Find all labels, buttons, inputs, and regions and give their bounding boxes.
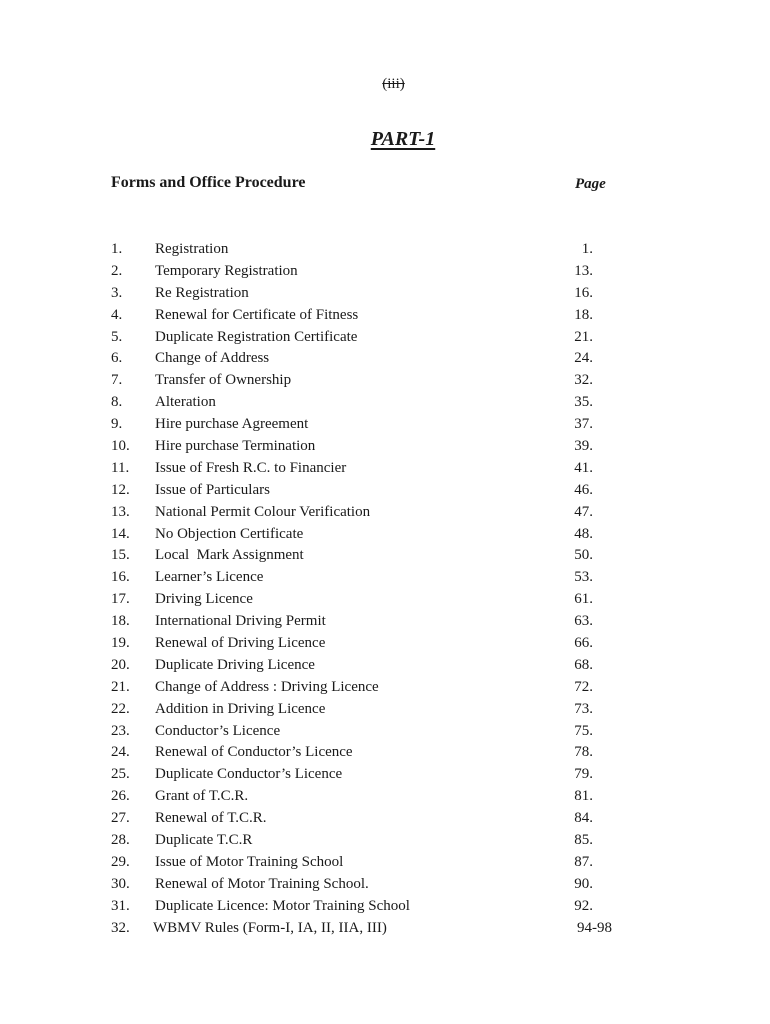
- toc-page: 94-98: [577, 919, 612, 936]
- toc-page: 48.: [574, 525, 593, 542]
- toc-page: 87.: [574, 853, 593, 870]
- toc-page: 46.: [574, 481, 593, 498]
- toc-number: 15.: [111, 547, 130, 564]
- toc-title: Renewal of Motor Training School.: [155, 875, 369, 892]
- toc-number: 16.: [111, 569, 130, 586]
- toc-number: 5.: [111, 328, 123, 345]
- toc-page: 50.: [574, 547, 593, 564]
- toc-row: [111, 897, 631, 919]
- toc-number: 10.: [111, 438, 130, 455]
- toc-page: 61.: [574, 591, 593, 608]
- toc-page: 73.: [574, 700, 593, 717]
- toc-number: 22.: [111, 700, 130, 717]
- toc-row: [111, 568, 631, 590]
- toc-row: [111, 831, 631, 853]
- toc-title: Conductor’s Licence: [155, 722, 281, 739]
- toc-page: 13.: [574, 262, 593, 279]
- toc-number: 6.: [111, 350, 123, 367]
- toc-title: Temporary Registration: [155, 262, 298, 279]
- toc-row: [111, 722, 631, 744]
- toc-number: 13.: [111, 503, 130, 520]
- toc-number: 26.: [111, 788, 130, 805]
- toc-page: 53.: [574, 569, 593, 586]
- toc-title: Issue of Motor Training School: [155, 853, 344, 870]
- toc-number: 8.: [111, 394, 123, 411]
- toc-number: 20.: [111, 656, 130, 673]
- toc-title: Issue of Particulars: [155, 481, 270, 498]
- toc-row: [111, 612, 631, 634]
- toc-row: [111, 765, 631, 787]
- toc-number: 24.: [111, 744, 130, 761]
- toc-page: 21.: [574, 328, 593, 345]
- toc-row: [111, 349, 631, 371]
- toc-title: Hire purchase Termination: [155, 438, 316, 455]
- toc-row: [111, 328, 631, 350]
- toc-number: 1.: [111, 241, 123, 257]
- toc-number: 25.: [111, 766, 130, 783]
- toc-row: [111, 481, 631, 503]
- toc-page: 78.: [574, 744, 593, 761]
- toc-page: 68.: [574, 656, 593, 673]
- toc-title: Registration: [155, 241, 229, 257]
- toc-page: 18.: [574, 306, 593, 323]
- toc-number: 27.: [111, 810, 130, 827]
- toc-page: 66.: [574, 635, 593, 652]
- page-number: (iii): [382, 76, 405, 92]
- toc-title: Change of Address : Driving Licence: [155, 678, 379, 695]
- toc-row: [111, 371, 631, 393]
- toc-title: National Permit Colour Verification: [155, 503, 371, 520]
- toc-number: 18.: [111, 613, 130, 630]
- toc-row: [111, 590, 631, 612]
- toc-row: [111, 415, 631, 437]
- toc-row: [111, 240, 631, 262]
- toc-title: Transfer of Ownership: [155, 372, 292, 389]
- toc-title: Renewal of Conductor’s Licence: [155, 744, 353, 761]
- toc-title: Duplicate Licence: Motor Training School: [155, 897, 410, 914]
- toc-title: Learner’s Licence: [155, 569, 264, 586]
- toc-row: [111, 437, 631, 459]
- toc-title: Driving Licence: [155, 591, 253, 608]
- toc-title: Hire purchase Agreement: [155, 416, 309, 433]
- toc-row: [111, 875, 631, 897]
- toc-number: 31.: [111, 897, 130, 914]
- toc-title: Duplicate T.C.R: [155, 832, 253, 849]
- toc-row: [111, 678, 631, 700]
- toc-number: 3.: [111, 284, 123, 301]
- toc-row: [111, 809, 631, 831]
- toc-number: 29.: [111, 853, 130, 870]
- toc-row: [111, 525, 631, 547]
- toc-page: 72.: [574, 678, 593, 695]
- toc-page: 24.: [574, 350, 593, 367]
- toc-row: [111, 634, 631, 656]
- toc-page: 47.: [574, 503, 593, 520]
- toc-page: 79.: [574, 766, 593, 783]
- toc-row: [111, 743, 631, 765]
- toc-title: WBMV Rules (Form-I, IA, II, IIA, III): [153, 919, 387, 936]
- toc-number: 21.: [111, 678, 130, 695]
- toc-row: [111, 853, 631, 875]
- toc-row: [111, 787, 631, 809]
- toc-number: 12.: [111, 481, 130, 498]
- toc-page: 81.: [574, 788, 593, 805]
- toc-number: 30.: [111, 875, 130, 892]
- toc-page: 32.: [574, 372, 593, 389]
- toc-page: 1.: [581, 241, 593, 257]
- toc-number: 17.: [111, 591, 130, 608]
- toc-title: Duplicate Registration Certificate: [155, 328, 358, 345]
- toc-title: Renewal for Certificate of Fitness: [155, 306, 359, 323]
- toc-title: Alteration: [155, 394, 216, 411]
- toc-row: [111, 306, 631, 328]
- toc-number: 7.: [111, 372, 123, 389]
- toc-row: [111, 919, 631, 941]
- toc-number: 2.: [111, 262, 123, 279]
- toc-page: 41.: [574, 459, 593, 476]
- toc-title: Addition in Driving Licence: [155, 700, 326, 717]
- toc-number: 14.: [111, 525, 130, 542]
- toc-page: 63.: [574, 613, 593, 630]
- table-of-contents: [111, 240, 631, 941]
- toc-row: [111, 284, 631, 306]
- toc-title: Re Registration: [155, 284, 249, 301]
- toc-page: 39.: [574, 438, 593, 455]
- toc-title: Issue of Fresh R.C. to Financier: [155, 459, 347, 476]
- toc-number: 23.: [111, 722, 130, 739]
- toc-row: [111, 656, 631, 678]
- toc-number: 11.: [111, 459, 130, 476]
- toc-number: 28.: [111, 832, 130, 849]
- section-heading: Forms and Office Procedure: [111, 174, 306, 191]
- toc-page: 75.: [574, 722, 593, 739]
- toc-number: 4.: [111, 306, 123, 323]
- toc-page: 16.: [574, 284, 593, 301]
- toc-row: [111, 546, 631, 568]
- toc-number: 9.: [111, 416, 123, 433]
- toc-page: 92.: [574, 897, 593, 914]
- toc-title: Renewal of Driving Licence: [155, 635, 326, 652]
- toc-row: [111, 700, 631, 722]
- toc-title: No Objection Certificate: [155, 525, 304, 542]
- toc-title: International Driving Permit: [155, 613, 326, 630]
- toc-page: 85.: [574, 832, 593, 849]
- toc-page: 37.: [574, 416, 593, 433]
- toc-title: Change of Address: [155, 350, 270, 367]
- toc-page: 84.: [574, 810, 593, 827]
- toc-page: 90.: [574, 875, 593, 892]
- toc-title: Duplicate Driving Licence: [155, 656, 315, 673]
- toc-row: [111, 503, 631, 525]
- toc-page: 35.: [574, 394, 593, 411]
- toc-number: 32.: [111, 919, 130, 936]
- toc-row: [111, 393, 631, 415]
- page-column-heading: Page: [575, 176, 606, 192]
- toc-title: Renewal of T.C.R.: [155, 810, 267, 827]
- toc-title: Local Mark Assignment: [155, 547, 304, 564]
- part-title: PART-1: [370, 128, 436, 150]
- toc-number: 19.: [111, 635, 130, 652]
- toc-row: [111, 459, 631, 481]
- toc-title: Duplicate Conductor’s Licence: [155, 766, 343, 783]
- toc-row: [111, 262, 631, 284]
- toc-title: Grant of T.C.R.: [155, 788, 249, 805]
